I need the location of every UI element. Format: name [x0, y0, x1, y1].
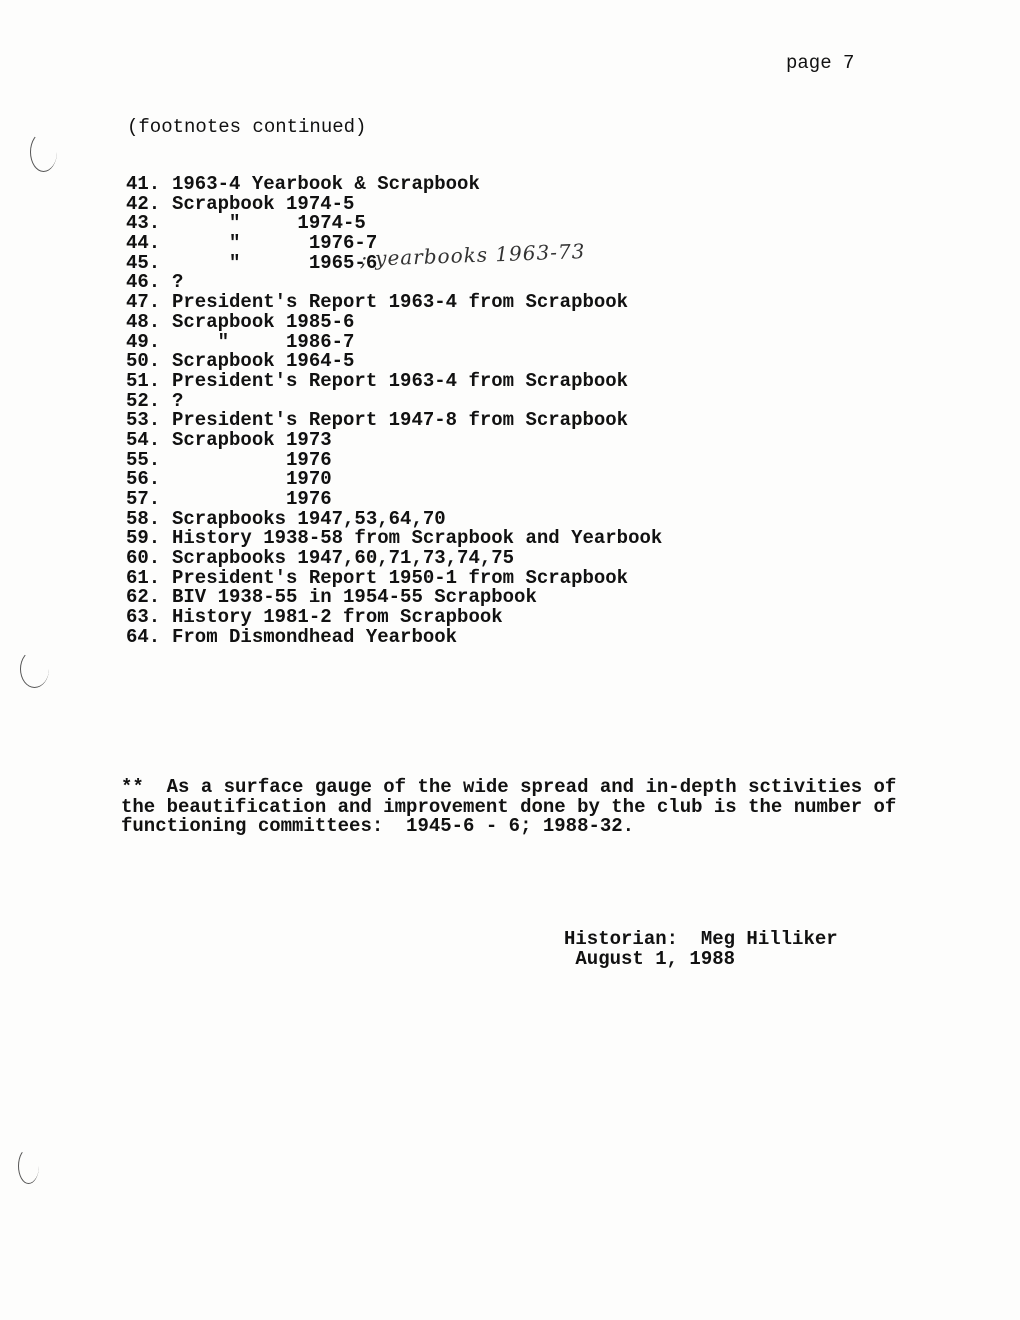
footnote-text: BIV 1938-55 in 1954-55 Scrapbook — [172, 586, 537, 609]
footnote-text: From Dismondhead Yearbook — [172, 625, 458, 648]
footnote-number: 58. — [126, 507, 161, 530]
footnote-text: President's Report 1963-4 from Scrapbook — [172, 291, 629, 314]
footnote-item — [126, 608, 662, 628]
footnote-text: Scrapbooks 1947,60,71,73,74,75 — [172, 547, 515, 570]
footnote-number: 59. — [126, 527, 161, 550]
footnote-number: 61. — [126, 566, 161, 589]
footnote-text: 1976 — [172, 488, 332, 510]
footnote-text: Scrapbook 1985-6 — [172, 310, 355, 333]
footnote-number: 49. — [126, 330, 161, 353]
footnote-item — [126, 310, 662, 333]
note-line: ** As a surface gauge of the wide spread and in-depth sctivities of — [121, 776, 897, 798]
footnote-number: 47. — [126, 291, 161, 314]
footnote-text: ? — [172, 271, 184, 294]
footnote-number: 48. — [126, 310, 161, 333]
footnote-item — [126, 352, 662, 372]
footnote-text: History 1981-2 from Scrapbook — [172, 606, 503, 629]
handwritten-annotation: ; yearbooks 1963-73 — [359, 239, 586, 271]
footnote-text: 1970 — [172, 468, 332, 491]
footnote-number: 46. — [126, 271, 161, 294]
footnote-number: 64. — [126, 625, 161, 648]
footnote-item — [126, 369, 662, 392]
footnote-text: Scrapbooks 1947,53,64,70 — [172, 507, 446, 530]
page-number: page 7 — [786, 52, 855, 74]
footnote-number: 63. — [126, 606, 161, 629]
note-line: the beautification and improvement done by the club is the number of — [121, 795, 897, 818]
footnote-item — [126, 293, 662, 313]
footnote-item — [126, 625, 662, 648]
footnote-text: " 1986-7 — [172, 330, 355, 353]
footnote-item — [126, 175, 662, 195]
binder-hole-mark — [30, 132, 57, 172]
footnote-number: 53. — [126, 409, 161, 432]
footnote-text: Scrapbook 1964-5 — [172, 350, 355, 373]
footnote-number: 45. — [126, 251, 161, 274]
footnote-number: 54. — [126, 428, 161, 451]
footnote-text: President's Report 1947-8 from Scrapbook — [172, 409, 629, 432]
footnote-text: " 1965-6 — [172, 251, 378, 274]
footnote-text: " 1974-5 — [172, 212, 366, 235]
footnote-text: 1976 — [172, 448, 332, 471]
section-heading: (footnotes continued) — [127, 116, 367, 138]
signature-block — [564, 930, 838, 969]
footnote-number: 57. — [126, 488, 161, 510]
footnote-item — [126, 490, 662, 510]
committee-note — [121, 778, 981, 837]
footnote-text: ? — [172, 389, 184, 412]
footnote-text: President's Report 1950-1 from Scrapbook — [172, 566, 629, 589]
footnote-text: Scrapbook 1973 — [172, 428, 332, 451]
binder-hole-mark — [20, 650, 49, 688]
footnote-number: 43. — [126, 212, 161, 235]
footnote-number: 62. — [126, 586, 161, 609]
historian-line: Historian: Meg Hilliker — [564, 928, 838, 950]
footnote-text: " 1976-7 — [172, 232, 378, 255]
footnote-number: 55. — [126, 448, 161, 471]
footnote-number: 56. — [126, 468, 161, 491]
note-line: functioning committees: 1945-6 - 6; 1988-32. — [121, 815, 635, 837]
binder-hole-mark — [18, 1148, 39, 1184]
footnote-number: 44. — [126, 232, 161, 255]
footnote-text: 1963-4 Yearbook & Scrapbook — [172, 173, 480, 195]
footnote-text: History 1938-58 from Scrapbook and Yearbook — [172, 527, 663, 550]
footnote-number: 50. — [126, 350, 161, 373]
footnote-number: 51. — [126, 369, 161, 392]
footnote-number: 41. — [126, 173, 161, 195]
footnote-item — [126, 428, 662, 451]
footnote-text: President's Report 1963-4 from Scrapbook — [172, 369, 629, 392]
footnote-item — [126, 411, 662, 431]
footnote-number: 52. — [126, 389, 161, 412]
footnote-number: 60. — [126, 547, 161, 570]
footnote-text: Scrapbook 1974-5 — [172, 192, 355, 215]
footnote-number: 42. — [126, 192, 161, 215]
date-line: August 1, 1988 — [564, 947, 736, 970]
footnote-item — [126, 549, 662, 569]
